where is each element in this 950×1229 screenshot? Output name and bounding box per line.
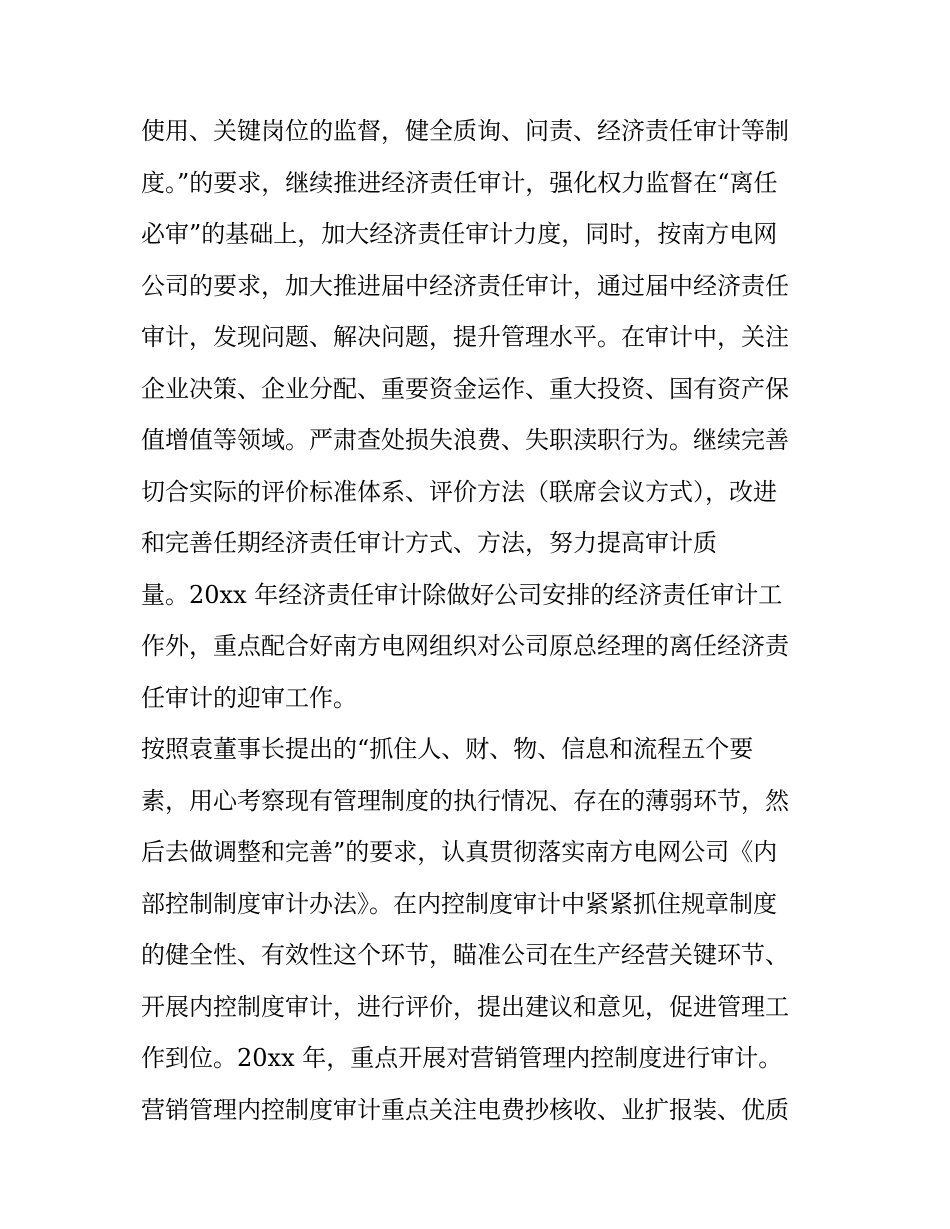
body-text: [141, 106, 821, 1136]
text-line: 公司的要求，加大推进届中经济责任审计，通过届中经济责任: [141, 271, 789, 300]
text-line: 切合实际的评价标准体系、评价方法（联席会议方式），改进: [141, 477, 777, 506]
text-line: 量。20xx 年经济责任审计除做好公司安排的经济责任审计工: [141, 580, 783, 609]
text-line: 作外，重点配合好南方电网组织对公司原总经理的离任经济责: [141, 632, 789, 660]
text-line: 必审”的基础上，加大经济责任审计力度，同时，按南方电网: [141, 220, 778, 248]
text-line: 后去做调整和完善”的要求，认真贯彻落实南方电网公司《内: [141, 838, 778, 866]
text-line: 部控制制度审计办法》。在内控制度审计中紧紧抓住规章制度: [141, 889, 777, 918]
text-line: 作到位。20xx 年，重点开展对营销管理内控制度进行审计。: [141, 1044, 783, 1072]
text-line: 值增值等领域。严肃查处损失浪费、失职渎职行为。继续完善: [141, 426, 789, 454]
text-line: 素，用心考察现有管理制度的执行情况、存在的薄弱环节，然: [141, 786, 789, 815]
text-line: 开展内控制度审计，进行评价，提出建议和意见，促进管理工: [141, 992, 789, 1021]
text-line: 营销管理内控制度审计重点关注电费抄核收、业扩报装、优质: [141, 1095, 789, 1124]
text-line: 和完善任期经济责任审计方式、方法，努力提高审计质: [141, 529, 717, 557]
text-line: 按照袁董事长提出的“抓住人、财、物、信息和流程五个要: [141, 735, 754, 763]
text-line: 的健全性、有效性这个环节，瞄准公司在生产经营关键环节、: [141, 941, 789, 969]
text-line: 任审计的迎审工作。: [141, 683, 357, 712]
text-line: 度。”的要求，继续推进经济责任审计，强化权力监督在“离任: [141, 168, 778, 197]
text-line: 企业决策、企业分配、重要资金运作、重大投资、国有资产保: [141, 374, 789, 403]
text-line: 审计，发现问题、解决问题，提升管理水平。在审计中，关注: [141, 323, 789, 351]
text-line: 使用、关键岗位的监督，健全质询、问责、经济责任审计等制: [141, 117, 789, 145]
